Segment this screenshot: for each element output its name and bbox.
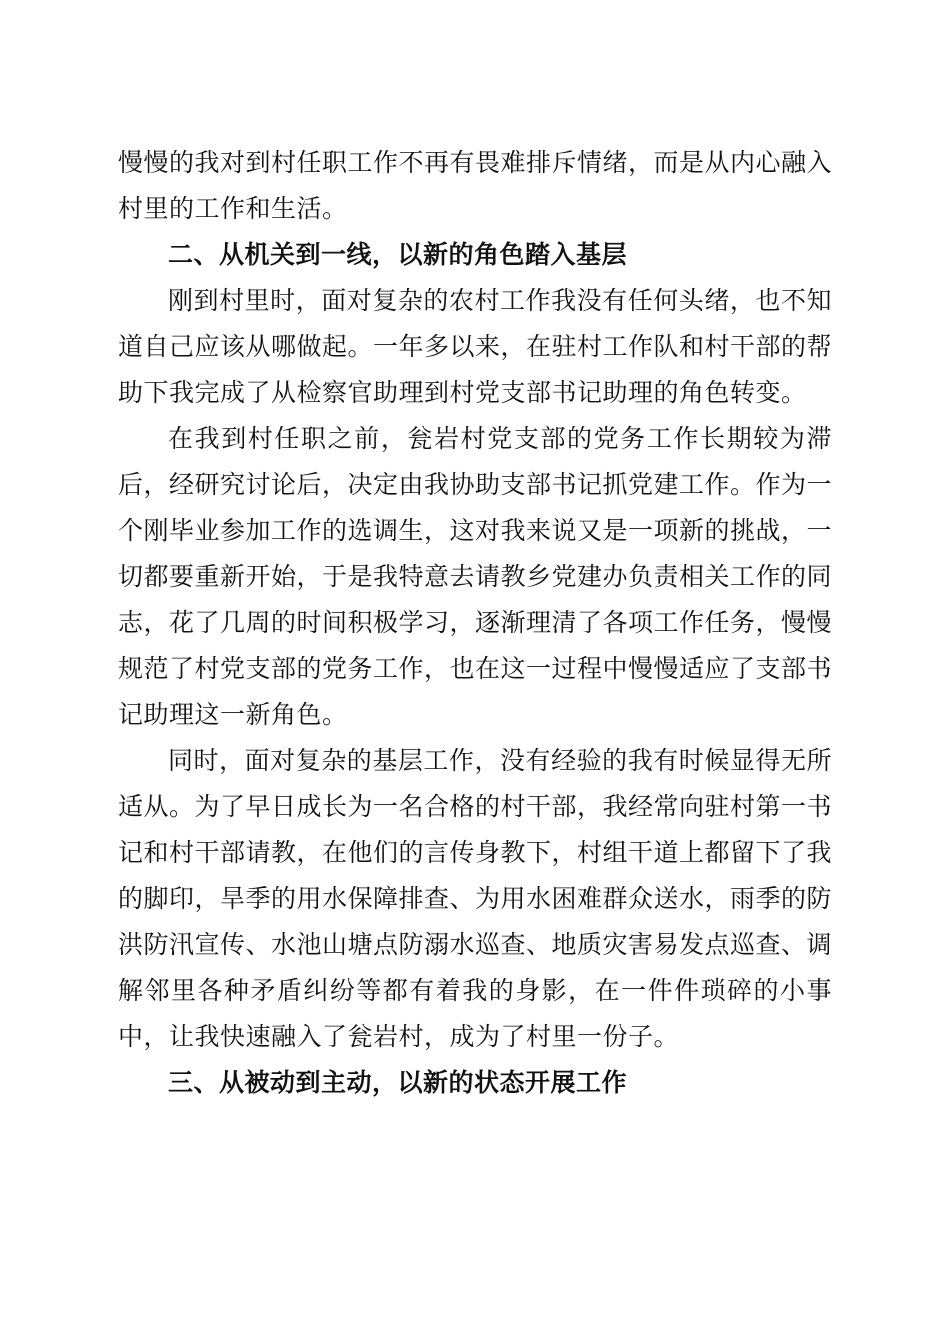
- paragraph-continuation: 慢慢的我对到村任职工作不再有畏难排斥情绪，而是从内心融入村里的工作和生活。: [118, 148, 833, 223]
- paragraph: 刚到村里时，面对复杂的农村工作我没有任何头绪，也不知道自己应该从哪做起。一年多以来，在驻村工作队和村干部的帮助下我完成了从检察官助理到村党支部书记助理的角色转变。: [118, 286, 833, 407]
- section-heading-3: 三、从被动到主动，以新的状态开展工作: [168, 1068, 628, 1097]
- paragraph: 同时，面对复杂的基层工作，没有经验的我有时候显得无所适从。为了早日成长为一名合格的村干部，我经常向驻村第一书记和村干部请教，在他们的言传身教下，村组干道上都留下了我的脚印，旱季的用水保障排查、为用水困难群众送水，雨季的防洪防汛宣传、水池山塘点防溺水巡查、地质灾害易发点巡查、调解邻里各种矛盾纠纷等都有着我的身影，在一件件琐碎的小事中，让我快速融入了瓮岩村，成为了村里一份子。: [118, 746, 833, 1051]
- section-heading-2: 二、从机关到一线，以新的角色踏入基层: [168, 240, 628, 269]
- document-body: [118, 140, 832, 1106]
- paragraph: 在我到村任职之前，瓮岩村党支部的党务工作长期较为滞后，经研究讨论后，决定由我协助支部书记抓党建工作。作为一个刚毕业参加工作的选调生，这对我来说又是一项新的挑战，一切都要重新开始，于是我特意去请教乡党建办负责相关工作的同志，花了几周的时间积极学习，逐渐理清了各项工作任务，慢慢规范了村党支部的党务工作，也在这一过程中慢慢适应了支部书记助理这一新角色。: [118, 424, 833, 729]
